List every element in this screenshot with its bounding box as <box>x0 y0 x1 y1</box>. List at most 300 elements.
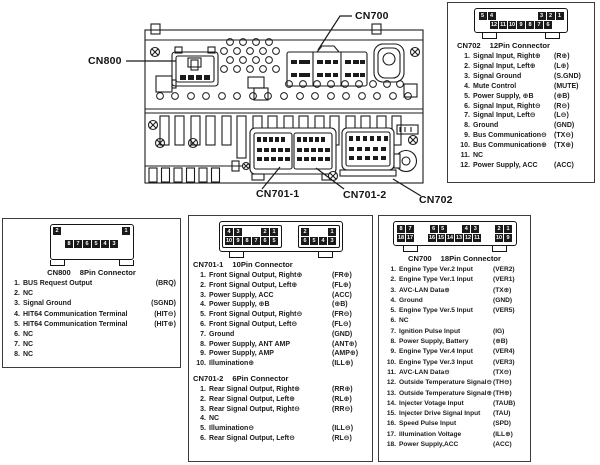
pin-code: (ACC) <box>332 291 352 299</box>
cn702-pin-list <box>452 52 590 171</box>
pin-label: Rear Signal Output, Right⊕ <box>209 385 301 393</box>
pin-label: Engine Type Ver.1 Input <box>399 276 473 284</box>
pin-row <box>383 306 526 316</box>
pin-label: Rear Signal Output, Left⊖ <box>209 434 295 442</box>
pin-number-cell: 6 <box>544 21 552 29</box>
cn702-title: CN702 12Pin Connector <box>457 41 550 50</box>
pin-row <box>383 327 526 337</box>
pin-number: 9. <box>390 348 396 356</box>
pin-number: 5. <box>200 425 206 433</box>
pin-row <box>193 349 368 359</box>
pin-number-cell: 4 <box>319 237 327 245</box>
pin-number: 1. <box>14 280 20 287</box>
pin-number: 8. <box>464 122 470 130</box>
pin-row <box>193 330 368 340</box>
pin-row <box>383 378 526 388</box>
pin-row <box>383 275 526 285</box>
pin-label: Bus Communication⊕ <box>473 142 547 150</box>
pin-label: Power Supply,ACC <box>399 441 459 449</box>
pin-code: (VER1) <box>493 276 515 284</box>
pin-label: Signal Ground <box>23 300 72 308</box>
pin-row <box>457 102 590 112</box>
pin-number: 1. <box>464 53 470 60</box>
pin-number: 3. <box>464 72 470 80</box>
pin-row <box>383 440 526 450</box>
pin-code: (TX⊖) <box>493 368 512 376</box>
pin-row <box>193 291 368 301</box>
pin-row <box>383 347 526 357</box>
cn701-1-title: CN701-1 10Pin Connector <box>193 260 293 269</box>
pin-number-cell: 1 <box>270 228 278 236</box>
pin-row <box>457 82 590 92</box>
pin-row <box>7 340 176 350</box>
pin-code: (L⊖) <box>554 112 569 120</box>
pin-number: 4. <box>14 310 20 318</box>
cn701-2-plug <box>298 225 340 248</box>
pin-code: (GND) <box>554 122 575 130</box>
pin-number: 10. <box>196 360 206 368</box>
pin-row <box>457 92 590 102</box>
pin-row <box>383 389 526 399</box>
pin-code: (FR⊕) <box>332 272 352 279</box>
pin-number: 8. <box>390 338 396 346</box>
cn701-connectors <box>250 128 336 180</box>
pin-label: Signal Input, Left⊕ <box>473 62 536 70</box>
cn700-pinout-panel <box>378 215 531 462</box>
cn701-pinout-panel <box>188 215 373 462</box>
pin-code: (S.GND) <box>554 72 581 80</box>
pin-number-cell: 8 <box>243 237 251 245</box>
pin-number: 7. <box>200 330 206 338</box>
callout-cn702: CN702 <box>419 194 453 206</box>
pin-number-cell: 5 <box>479 12 487 20</box>
pin-number: 6. <box>464 102 470 110</box>
pin-code: (TAU) <box>493 410 511 418</box>
pin-number-cell: 7 <box>535 21 543 29</box>
pin-row <box>7 320 176 330</box>
pin-number: 5. <box>464 92 470 100</box>
pin-number-cell: 10 <box>508 22 516 28</box>
pin-number-cell: 9 <box>517 21 525 29</box>
cn800-connector-drawing <box>50 224 134 260</box>
pin-row <box>457 141 590 151</box>
pin-number: 5. <box>390 307 396 315</box>
pin-code: (VER5) <box>493 307 515 315</box>
pin-row <box>7 299 176 309</box>
pin-number-cell: 5 <box>310 237 318 245</box>
cn701-1-pin-list <box>193 271 368 369</box>
pin-label: Injecter Votage Input <box>399 399 464 407</box>
pin-number-cell: 1 <box>122 227 130 235</box>
pin-number-cell: 4 <box>225 228 233 236</box>
pin-row <box>383 316 526 326</box>
pin-code: (VER4) <box>493 348 515 356</box>
pin-label: Signal Ground <box>473 72 522 80</box>
pin-code: (HIT⊖) <box>154 310 176 318</box>
pin-number-cell: 4 <box>462 225 470 233</box>
callout-cn700: CN700 <box>355 10 389 22</box>
pin-row <box>193 395 368 405</box>
pin-row <box>383 296 526 306</box>
rounded-socket <box>374 44 404 82</box>
pin-number: 2. <box>464 62 470 70</box>
pin-number-cell: 3 <box>471 225 479 233</box>
pin-row <box>193 405 368 415</box>
pin-label: Engine Type Ver.2 Input <box>399 266 473 273</box>
pin-number: 5. <box>200 311 206 319</box>
cn800-pin-list <box>7 279 176 361</box>
pin-code: (ILL⊖) <box>332 425 354 433</box>
pin-code: (FL⊕) <box>332 281 352 289</box>
pin-label: Front Signal Output, Left⊕ <box>209 281 298 289</box>
pin-row <box>457 121 590 131</box>
pin-code: (HIT⊕) <box>154 320 176 328</box>
pin-number: 2. <box>14 290 20 298</box>
pin-code: (FL⊖) <box>332 320 352 328</box>
pin-number-cell: 18 <box>397 235 405 241</box>
pin-number: 1. <box>390 266 396 273</box>
pin-code: (SGND) <box>151 300 176 308</box>
pin-row <box>383 265 526 275</box>
pin-label: NC <box>209 415 220 423</box>
pin-number: 6. <box>390 317 396 325</box>
pin-label: NC <box>473 152 484 160</box>
pin-label: Power Supply, AMP <box>209 350 274 358</box>
cn700-pin-list <box>383 265 526 450</box>
pin-code: (IG) <box>493 327 505 335</box>
pin-number: 7. <box>464 112 470 120</box>
pin-label: Ground <box>399 296 423 304</box>
connector-feet <box>403 246 507 251</box>
callout-cn701-2: CN701-2 <box>343 189 387 201</box>
pin-number-cell: 6 <box>261 237 269 245</box>
pin-label: Engine Type Ver.5 Input <box>399 307 473 315</box>
pin-number: 10. <box>460 142 470 150</box>
pin-label: Front Signal Output, Right⊖ <box>209 311 303 319</box>
pin-number-cell: 1 <box>504 225 512 233</box>
pin-code: (ILL⊕) <box>332 360 354 368</box>
cn800-pinout-panel <box>2 218 181 368</box>
pin-label: Rear Signal Output, Left⊕ <box>209 395 295 403</box>
callout-cn800: CN800 <box>88 55 122 67</box>
pin-label: Bus Communication⊖ <box>473 132 547 140</box>
pin-number-cell: 8 <box>526 21 534 29</box>
round-connector <box>394 151 417 172</box>
pin-code: (ANT⊕) <box>332 340 357 348</box>
pin-number-cell: 12 <box>464 235 472 241</box>
pin-code: (TH⊖) <box>493 379 512 387</box>
pin-number-cell: 6 <box>430 225 438 233</box>
pin-label: Signal Input, Right⊖ <box>473 102 541 110</box>
pin-code: (GND) <box>332 330 353 338</box>
pin-number: 3. <box>390 286 396 294</box>
pin-number-cell: 4 <box>488 12 496 20</box>
pin-number: 5. <box>14 320 20 328</box>
pin-label: Outside Temperature Signal⊖ <box>399 379 492 387</box>
pin-number-cell: 7 <box>74 240 82 248</box>
pin-row <box>7 289 176 299</box>
cn700-title: CN700 18Pin Connector <box>408 254 501 263</box>
pin-label: AVC-LAN Data⊕ <box>399 286 450 294</box>
pin-label: Engine Type Ver.3 Input <box>399 358 473 366</box>
pin-number-cell: 3 <box>538 12 546 20</box>
pin-number: 9. <box>200 350 206 358</box>
pin-label: HIT64 Communication Terminal <box>23 320 128 328</box>
pin-label: Ground <box>209 330 235 338</box>
pin-number: 6. <box>14 331 20 339</box>
connector-feet <box>482 33 560 38</box>
pin-number-cell: 6 <box>83 240 91 248</box>
pin-code: (VER3) <box>493 358 515 366</box>
pin-row <box>457 131 590 141</box>
pin-number-cell: 8 <box>65 240 73 248</box>
pin-row <box>193 271 368 281</box>
pin-row <box>193 281 368 291</box>
pin-row <box>383 409 526 419</box>
pin-label: Illumination⊖ <box>209 425 255 433</box>
vent-holes <box>157 39 412 100</box>
pin-number: 1. <box>200 385 206 393</box>
pin-label: Illumination⊕ <box>209 360 255 368</box>
pin-code: (SPD) <box>493 420 511 428</box>
pin-number: 2. <box>390 276 396 284</box>
cn800-connector <box>172 47 218 86</box>
pin-number: 2. <box>200 281 206 289</box>
pin-code: (AMP⊕) <box>332 350 359 358</box>
pin-number-cell: 7 <box>252 237 260 245</box>
pin-number: 3. <box>14 300 20 308</box>
pin-code: (FR⊖) <box>332 311 352 319</box>
pin-code: (⊕B) <box>554 92 570 100</box>
pin-number-cell: 2 <box>495 225 503 233</box>
pin-number: 16. <box>386 420 396 428</box>
pin-number-cell: 5 <box>270 237 278 245</box>
pin-row <box>193 320 368 330</box>
pin-row <box>383 358 526 368</box>
pin-code: (TX⊖) <box>554 132 574 140</box>
pin-code: (R⊕) <box>554 53 570 60</box>
cn700-connector-drawing <box>393 221 517 246</box>
pin-label: AVC-LAN Data⊖ <box>399 368 450 376</box>
pin-number-cell: 3 <box>328 237 336 245</box>
pin-number-cell: 11 <box>474 235 480 241</box>
pin-number: 4. <box>390 296 396 304</box>
pin-label: Outside Temperature Signal⊕ <box>399 389 492 397</box>
mounting-feet <box>149 168 220 182</box>
pin-row <box>457 161 590 171</box>
pin-code: (RL⊖) <box>332 434 352 442</box>
pin-row <box>457 111 590 121</box>
pin-number-cell: 2 <box>261 228 269 236</box>
cn800-title: CN800 8Pin Connector <box>47 268 136 277</box>
pin-label: NC <box>23 341 34 349</box>
pin-row <box>383 368 526 378</box>
pin-number-cell: 14 <box>446 235 454 241</box>
pin-code: (RR⊕) <box>332 385 353 393</box>
pin-label: Engine Type Ver.4 Input <box>399 348 473 356</box>
pin-code: (TAUB) <box>493 399 516 407</box>
pin-code: (L⊕) <box>554 62 569 70</box>
pin-row <box>457 72 590 82</box>
pin-label: NC <box>23 351 34 359</box>
pin-number: 17. <box>386 430 396 438</box>
pin-number-cell: 1 <box>328 228 336 236</box>
pin-code: (ACC) <box>554 161 574 169</box>
pin-number-cell: 10 <box>495 235 503 241</box>
pin-code: (TX⊕) <box>493 286 512 294</box>
cn701-2-pin-list <box>193 385 368 444</box>
pin-number: 14. <box>386 399 396 407</box>
pin-row <box>193 385 368 395</box>
pin-code: (TH⊕) <box>493 389 512 397</box>
pin-number: 7. <box>390 327 396 335</box>
callout-cn701-1: CN701-1 <box>256 188 300 200</box>
pin-number: 4. <box>200 415 206 423</box>
pin-number-cell: 6 <box>301 237 309 245</box>
pin-label: Power Supply, ⊕B <box>209 301 270 309</box>
pin-number-cell: 10 <box>225 238 233 244</box>
pin-row <box>457 62 590 72</box>
pin-code: (R⊖) <box>554 102 570 110</box>
cn701-2-title: CN701-2 6Pin Connector <box>193 373 289 383</box>
pin-code: (ILL⊕) <box>493 430 513 438</box>
pin-number-cell: 2 <box>53 227 61 235</box>
pin-label: Power Supply, Battery <box>399 338 469 346</box>
pin-label: Signal Input, Left⊖ <box>473 112 536 120</box>
pin-number: 12. <box>386 379 396 387</box>
pin-code: (RR⊖) <box>332 405 353 413</box>
pin-label: Speed Pulse Input <box>399 420 457 428</box>
pin-label: HIT64 Communication Terminal <box>23 310 128 318</box>
pin-number: 4. <box>200 301 206 309</box>
pin-label: Mute Control <box>473 82 517 90</box>
pin-code: (TX⊕) <box>554 142 574 150</box>
pin-label: Ignition Pulse Input <box>399 327 461 335</box>
pin-number-cell: 16 <box>428 235 436 241</box>
pin-row <box>7 350 176 360</box>
pin-number-cell: 1 <box>556 12 564 20</box>
pin-row <box>193 424 368 434</box>
pin-label: NC <box>399 317 409 325</box>
pin-number: 15. <box>386 410 396 418</box>
pin-number: 7. <box>14 341 20 349</box>
pin-row <box>193 359 368 369</box>
pin-number-cell: 13 <box>455 235 463 241</box>
pin-code: (⊕B) <box>332 301 348 309</box>
pin-code: (VER2) <box>493 266 515 273</box>
pin-number: 8. <box>14 351 20 359</box>
pin-label: Illumination Voltage <box>399 430 462 438</box>
pin-label: NC <box>23 331 34 339</box>
pin-row <box>193 340 368 350</box>
pin-number-cell: 9 <box>504 234 512 242</box>
pin-number-cell: 5 <box>439 225 447 233</box>
pin-row <box>7 279 176 289</box>
pin-row <box>383 337 526 347</box>
pin-number-cell: 2 <box>301 228 309 236</box>
pin-number: 6. <box>200 434 206 442</box>
pin-label: Power Supply, ⊕B <box>473 92 534 100</box>
pin-number: 9. <box>464 132 470 140</box>
pin-number: 12. <box>460 161 470 169</box>
pin-row <box>7 310 176 320</box>
pin-row <box>383 430 526 440</box>
pin-row <box>7 330 176 340</box>
cn702-connector-drawing <box>474 8 568 33</box>
pin-number-cell: 3 <box>234 228 242 236</box>
pin-code: (ACC) <box>493 441 512 449</box>
connector-feet <box>50 260 134 265</box>
pin-number: 18. <box>386 441 396 449</box>
pin-row <box>383 419 526 429</box>
pin-number-cell: 9 <box>234 237 242 245</box>
pin-row <box>193 414 368 424</box>
pin-number: 11. <box>460 152 470 160</box>
pin-number-cell: 5 <box>92 240 100 248</box>
pin-code: (BRQ) <box>155 280 176 287</box>
pin-label: BUS Request Output <box>23 280 93 287</box>
pin-label: Injecter Drive Signal Input <box>399 410 481 418</box>
pin-code: (MUTE) <box>554 82 579 90</box>
pin-label: Power Supply, ACC <box>209 291 274 299</box>
pin-number-cell: 3 <box>110 240 118 248</box>
cn700-connector <box>287 46 367 86</box>
pin-number: 1. <box>200 272 206 279</box>
pin-number: 2. <box>200 395 206 403</box>
pin-number-cell: 8 <box>397 225 405 233</box>
pin-label: Rear Signal Output, Right⊖ <box>209 405 301 413</box>
pin-label: Front Signal Output, Right⊕ <box>209 272 303 279</box>
pin-number-cell: 12 <box>490 22 498 28</box>
pin-number-cell: 15 <box>437 235 445 241</box>
pin-number-cell: 11 <box>500 22 506 28</box>
pin-label: NC <box>23 290 34 298</box>
pin-label: Signal Input, Right⊕ <box>473 53 541 60</box>
pin-row <box>383 286 526 296</box>
pin-number: 6. <box>200 320 206 328</box>
cn702-connector <box>340 128 396 176</box>
pin-number-cell: 17 <box>406 235 414 241</box>
pin-row <box>193 300 368 310</box>
cn702-pinout-panel <box>447 2 595 183</box>
pin-number: 3. <box>200 291 206 299</box>
pin-row <box>457 52 590 62</box>
pin-code: (⊕B) <box>493 338 508 346</box>
pin-row <box>193 434 368 444</box>
pin-number: 13. <box>386 389 396 397</box>
pin-row <box>383 399 526 409</box>
pin-number-cell: 2 <box>547 12 555 20</box>
pin-number: 4. <box>464 82 470 90</box>
cn701-1-plug <box>222 225 282 248</box>
pin-row <box>193 310 368 320</box>
connector-feet <box>229 252 333 257</box>
pin-label: Ground <box>473 122 499 130</box>
pin-label: Front Signal Output, Left⊖ <box>209 320 298 328</box>
pin-number-cell: 7 <box>406 225 414 233</box>
pin-number: 3. <box>200 405 206 413</box>
pin-number: 8. <box>200 340 206 348</box>
pin-code: (GND) <box>493 296 513 304</box>
pin-number-cell: 4 <box>101 240 109 248</box>
cn701-connector-drawing <box>219 221 343 252</box>
pin-number: 10. <box>386 358 396 366</box>
pin-row <box>457 151 590 161</box>
pin-label: Power Supply, ANT AMP <box>209 340 291 348</box>
pin-label: Power Supply, ACC <box>473 161 538 169</box>
pin-number: 11. <box>387 368 396 376</box>
pin-code: (RL⊕) <box>332 395 352 403</box>
